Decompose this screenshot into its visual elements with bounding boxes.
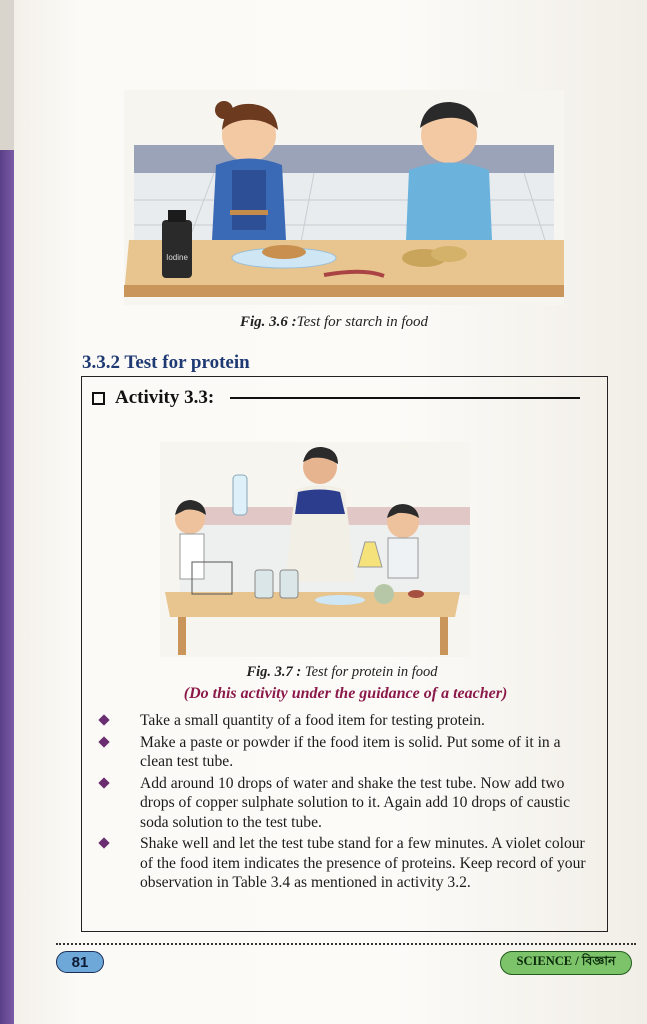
figure-3-7-text: Test for protein in food [304, 664, 438, 680]
list-item [92, 774, 597, 833]
figure-3-6-number: Fig. 3.6 : [239, 314, 297, 330]
activity-box [81, 376, 608, 932]
iodine-label: Iodine [166, 253, 188, 262]
subject-badge: SCIENCE / বিজ্ঞান [500, 951, 632, 975]
diamond-bullet-icon [98, 736, 109, 747]
figure-3-7-number: Fig. 3.7 : [246, 664, 302, 680]
step-text: Add around 10 drops of water and shake the test tube. Now add two drops of copper sulphate solution to it. Again add 10 drops of caustic soda solution to the test tube. [140, 774, 571, 831]
section-title: 3.3.2 Test for protein [82, 352, 250, 373]
heading-rule [230, 397, 580, 399]
list-item [92, 834, 597, 893]
page-number: 81 [56, 951, 104, 973]
book-spine [0, 150, 14, 1024]
footer-divider [56, 943, 636, 945]
activity-steps [92, 711, 597, 895]
starch-test-illustration [124, 90, 564, 305]
guidance-note: (Do this activity under the guidance of a teacher) [183, 685, 508, 702]
figure-3-6-caption [234, 314, 434, 331]
list-item [92, 711, 597, 731]
checkbox-icon [92, 392, 105, 405]
step-text: Take a small quantity of a food item for testing protein. [140, 712, 485, 729]
figure-3-7-caption [212, 664, 472, 681]
diamond-bullet-icon [98, 837, 109, 848]
step-text: Make a paste or powder if the food item is solid. Put some of it in a clean test tube. [140, 733, 561, 770]
book-page [14, 0, 647, 1024]
protein-test-illustration [160, 442, 470, 657]
diamond-bullet-icon [98, 777, 109, 788]
figure-3-6-text: Test for starch in food [296, 314, 429, 330]
diamond-bullet-icon [98, 714, 109, 725]
step-text: Shake well and let the test tube stand for a few minutes. A violet colour of the food item indicates the presence of proteins. Keep record of your observation in Table 3.4 as mentioned in activity 3.2. [140, 835, 586, 891]
activity-heading [92, 387, 214, 409]
list-item [92, 733, 597, 772]
activity-title: Activity 3.3: [115, 387, 215, 408]
